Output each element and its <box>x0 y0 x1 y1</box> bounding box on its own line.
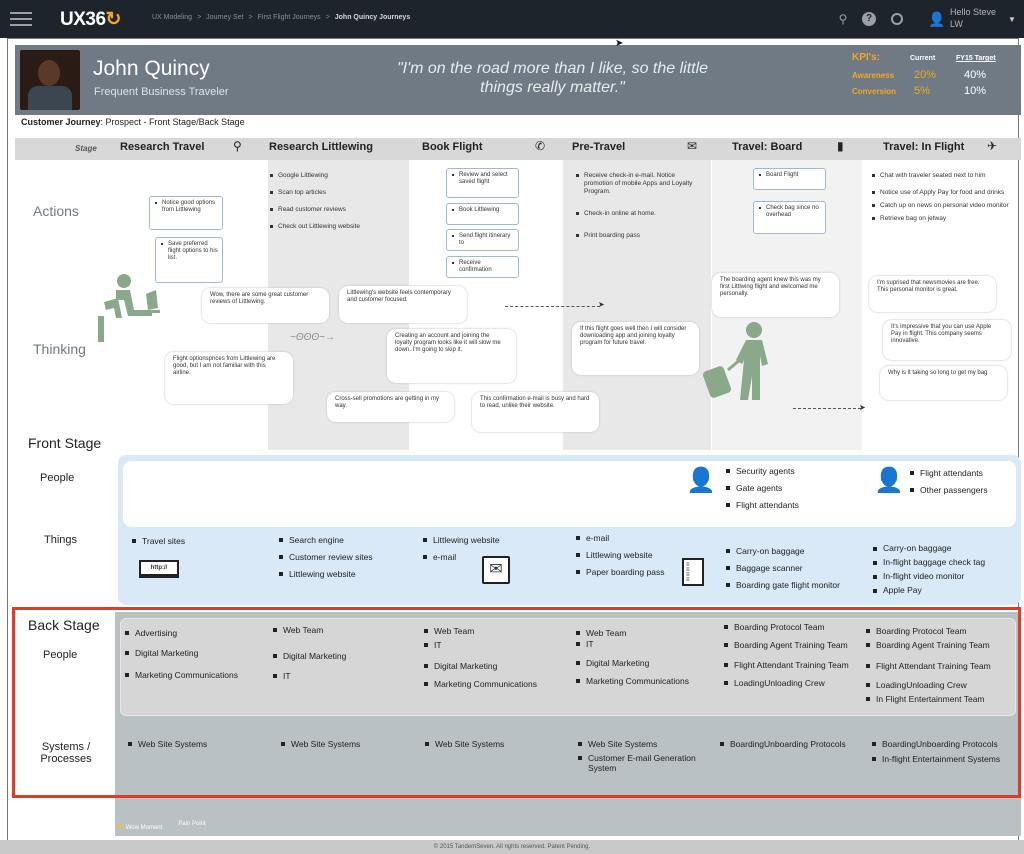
list-item: Boarding Agent Training Team <box>866 640 1016 650</box>
footer-copyright: © 2015 TandemSeven. All rights reserved. Patent Pending. <box>0 840 1024 854</box>
kpi-table <box>852 52 996 97</box>
list-item: BoardingUnboarding Protocols <box>720 739 865 749</box>
stage-bar <box>15 138 1021 160</box>
list-item: Web Site Systems <box>281 739 421 749</box>
user-icon[interactable]: 👤 <box>928 11 946 27</box>
action-card[interactable]: Book Littlewing <box>446 203 519 225</box>
list-item: e-mail <box>576 533 706 543</box>
list-item: In-flight video monitor <box>873 572 1018 581</box>
kpi-col-current: Current <box>910 55 936 62</box>
list-item: Digital Marketing <box>424 661 564 671</box>
list-item: Boarding Protocol Team <box>866 626 1016 636</box>
attendant-icon: 👤 <box>874 467 904 494</box>
row-label-actions: Actions <box>33 203 79 219</box>
persona-title: Frequent Business Traveler <box>94 86 229 98</box>
arrow-head-icon: ➤ <box>859 403 866 412</box>
thought-bubble: The boarding agent knew this was my first Littlwing flight and welcomed me personally. <box>712 273 839 317</box>
list-item: Print boarding pass <box>576 232 701 240</box>
kpi-row-name: Conversion <box>852 87 897 96</box>
list-item: BoardingUnboarding Protocols <box>872 739 1020 749</box>
list-item: Flight Attendant Training Team <box>866 661 1016 671</box>
cursor-icon: ➤ <box>615 38 624 49</box>
list-item: Notice use of Apply Pay for food and drinks <box>872 189 1012 197</box>
action-list <box>576 172 701 249</box>
list-item: Boarding gate flight monitor <box>726 580 861 590</box>
list-item: Carry-on baggage <box>873 544 1018 553</box>
list-item: Web Team <box>424 626 564 636</box>
persona-name: John Quincy <box>93 57 210 80</box>
thought-bubble: This confirmation e-mail is busy and hard to read, unlike their website. <box>472 392 599 432</box>
list-item: Travel sites <box>132 536 252 546</box>
chevron-down-icon[interactable]: ▼ <box>1008 15 1016 24</box>
stage-travel-board[interactable]: Travel: Board <box>732 141 803 153</box>
person-at-desk-icon <box>94 272 164 352</box>
list-item: Customer E-mail Generation System <box>578 753 708 773</box>
list-item: Web Site Systems <box>578 739 708 749</box>
list-item: Littlewing website <box>423 535 553 545</box>
list-item: Gate agents <box>726 483 836 493</box>
thought-bubble: Littlewing's website feels contemporary and customer focused. <box>339 286 467 323</box>
email-document-icon: ✉ <box>482 556 510 584</box>
stage-pre-travel[interactable]: Pre-Travel <box>572 141 626 153</box>
chat-icon[interactable] <box>891 13 903 25</box>
agent-icon: 👤 <box>686 467 716 494</box>
list-item: Littlewing website <box>279 569 409 579</box>
list-item: Web Site Systems <box>128 739 268 749</box>
list-item: IT <box>273 671 403 681</box>
list-item: Catch up on news on personal video monitor <box>872 202 1012 210</box>
action-card[interactable]: Send flight itinerary to <box>446 229 519 251</box>
action-card[interactable]: Check bag since no overhead <box>753 201 826 234</box>
thought-bubble: It's impressive that you can use Apple Pay in flight. This company seems innovative. <box>883 320 1011 360</box>
list-item: Flight attendants <box>726 500 836 510</box>
list-item: In-flight baggage check tag <box>873 558 1018 567</box>
breadcrumb-item[interactable]: Journey Set <box>206 14 244 21</box>
list-item: Apple Pay <box>873 586 1018 595</box>
stage-label: Stage <box>75 144 97 153</box>
list-item: Web Team <box>273 625 403 635</box>
list-item: In Flight Entertainment Team <box>866 694 1016 704</box>
action-card[interactable]: Board Flight <box>753 168 826 190</box>
things-list <box>726 546 861 597</box>
stage-travel-in-flight[interactable]: Travel: In Flight <box>883 141 965 153</box>
things-list <box>132 536 252 553</box>
arrow-dashed <box>793 408 861 409</box>
thought-bubble: Wow, there are some great customer reviews of Littlewing. <box>202 288 329 323</box>
action-card[interactable]: Review and select saved flight <box>446 168 519 198</box>
list-item: Flight attendants <box>910 468 1018 478</box>
phone-icon: ✆ <box>535 139 546 153</box>
list-item: Marketing Communications <box>576 676 716 686</box>
list-item: Flight Attendant Training Team <box>724 660 864 670</box>
kpi-col-target: FY15 Target <box>956 55 996 62</box>
thought-bubble: Creating an account and joining the loyalty program looks like it will slow me down. I'm going to skip it. <box>387 329 516 383</box>
highlight-box <box>12 607 1021 798</box>
list-item: Paper boarding pass <box>576 567 706 577</box>
list-item: e-mail <box>423 552 553 562</box>
row-label-back-people: People <box>43 649 78 661</box>
list-item: Boarding Agent Training Team <box>724 640 864 650</box>
boarding-pass-icon: ≡ ≡ ≡ ≡ <box>682 558 704 586</box>
arrow-dashed <box>505 306 600 307</box>
things-list <box>873 544 1018 602</box>
logo[interactable]: UX36↻ <box>60 9 121 30</box>
kpi-target-value: 40% <box>964 69 987 81</box>
thought-bubble: Why is it taking so long to get my bag <box>880 366 1007 400</box>
list-item: LoadingUnloading Crew <box>866 680 1016 690</box>
list-item: Customer review sites <box>279 552 409 562</box>
list-item: Check-in online at home. <box>576 210 701 218</box>
list-item: Read customer reviews <box>270 206 400 214</box>
row-label-systems: Systems / Processes <box>40 741 92 765</box>
menu-icon[interactable] <box>10 12 32 26</box>
action-card[interactable]: Receive confirmation <box>446 256 519 278</box>
list-item: Digital Marketing <box>125 648 260 658</box>
breadcrumb-current: John Quincy Journeys <box>334 14 411 21</box>
action-card[interactable]: Save preferred flight options to his list. <box>155 237 223 283</box>
list-item: Security agents <box>726 466 836 476</box>
things-list <box>279 535 409 586</box>
list-item: Check out Littlewing website <box>270 223 400 231</box>
list-item: Google Littlewing <box>270 172 400 180</box>
list-item: Advertising <box>125 628 260 638</box>
breadcrumb: UX Modeling > Journey Set > First Flight Journeys > John Quincy Journeys <box>152 14 411 21</box>
list-item: Digital Marketing <box>273 651 403 661</box>
action-list <box>270 172 400 240</box>
list-item: Scan top articles <box>270 189 400 197</box>
list-item: Boarding Protocol Team <box>724 622 864 632</box>
browser-icon: http:// <box>139 560 179 578</box>
stage-research-travel[interactable]: Research Travel <box>120 141 205 153</box>
row-label-thinking: Thinking <box>33 341 86 357</box>
action-card[interactable]: Notice good options from Littlewing <box>149 196 223 230</box>
thought-bubble: Cross-sell promotions are getting in my way. <box>327 392 454 422</box>
list-item: IT <box>424 640 564 650</box>
list-item: Web Site Systems <box>425 739 565 749</box>
row-label-things: Things <box>44 534 78 546</box>
thought-bubble: I'm suprised that newsmovies are free. This personal monitor is great. <box>869 276 996 312</box>
list-item: Chat with traveler seated next to him <box>872 172 1012 180</box>
list-item: Web Team <box>576 628 716 638</box>
list-item: Baggage scanner <box>726 563 861 573</box>
breadcrumb-item[interactable]: UX Modeling <box>152 14 193 21</box>
persona-photo <box>20 50 80 110</box>
persona-quote: "I'm on the road more than I like, so the little things really matter." <box>396 60 709 96</box>
list-item: Search engine <box>279 535 409 545</box>
mail-icon: ✉ <box>687 139 698 153</box>
traveler-with-luggage-icon <box>702 320 792 407</box>
list-item: In-flight Entertainment Systems <box>872 754 1020 764</box>
front-people-list <box>726 466 836 517</box>
wow-moment-legend: ★ Wow Moment <box>116 821 163 831</box>
list-item: IT <box>576 639 716 649</box>
list-item: Carry-on baggage <box>726 546 861 556</box>
kpi-current-value: 5% <box>914 85 930 97</box>
kpi-label: KPI's: <box>852 52 880 63</box>
pain-point-legend: Pain Point <box>178 821 206 827</box>
thought-bubble: If this flight goes well then I will consider downloading app and joining loyalty program for future travel. <box>572 322 699 375</box>
list-item: Marketing Communications <box>125 670 260 680</box>
list-item: LoadingUnloading Crew <box>724 678 864 688</box>
row-label-people: People <box>40 472 75 484</box>
thought-bubble: Flight optionsprices from Littlewing are good, but I am not familiar with this airline. <box>165 352 293 404</box>
list-item: Marketing Communications <box>424 679 564 689</box>
user-greeting[interactable]: Hello Steve LW <box>950 7 997 29</box>
list-item: Receive check-in e-mail. Notice promotion of mobile Apps and Loyalty Program. <box>576 172 701 196</box>
customer-journey-label: Customer Journey: Prospect - Front Stage/Back Stage <box>21 117 245 127</box>
breadcrumb-item[interactable]: First Flight Journeys <box>257 14 321 21</box>
list-item: Retrieve bag on jetway <box>872 215 1012 223</box>
list-item: Littlewing website <box>576 550 706 560</box>
kpi-target-value: 10% <box>964 85 987 97</box>
action-list <box>872 172 1012 232</box>
star-icon: ★ <box>116 821 125 831</box>
section-back-stage: Back Stage <box>28 617 100 633</box>
kpi-current-value: 20% <box>914 69 937 81</box>
arrow-head-icon: ➤ <box>598 300 605 309</box>
search-icon[interactable]: ⚲ <box>838 12 848 26</box>
luggage-icon: ▮ <box>837 139 844 153</box>
list-item: Digital Marketing <box>576 658 716 668</box>
help-icon[interactable]: ? <box>862 12 876 26</box>
legend <box>116 821 206 832</box>
stage-research-littlewing[interactable]: Research Littlewing <box>269 141 373 153</box>
scribble-icon: ~ʘʘʘ~→ <box>290 332 336 343</box>
kpi-row-name: Awareness <box>852 71 895 80</box>
stage-book-flight[interactable]: Book Flight <box>422 141 483 153</box>
front-people-list <box>910 468 1018 502</box>
section-front-stage: Front Stage <box>28 435 102 451</box>
airplane-icon: ✈ <box>987 139 998 153</box>
search-icon: ⚲ <box>233 139 242 153</box>
list-item: Other passengers <box>910 485 1018 495</box>
